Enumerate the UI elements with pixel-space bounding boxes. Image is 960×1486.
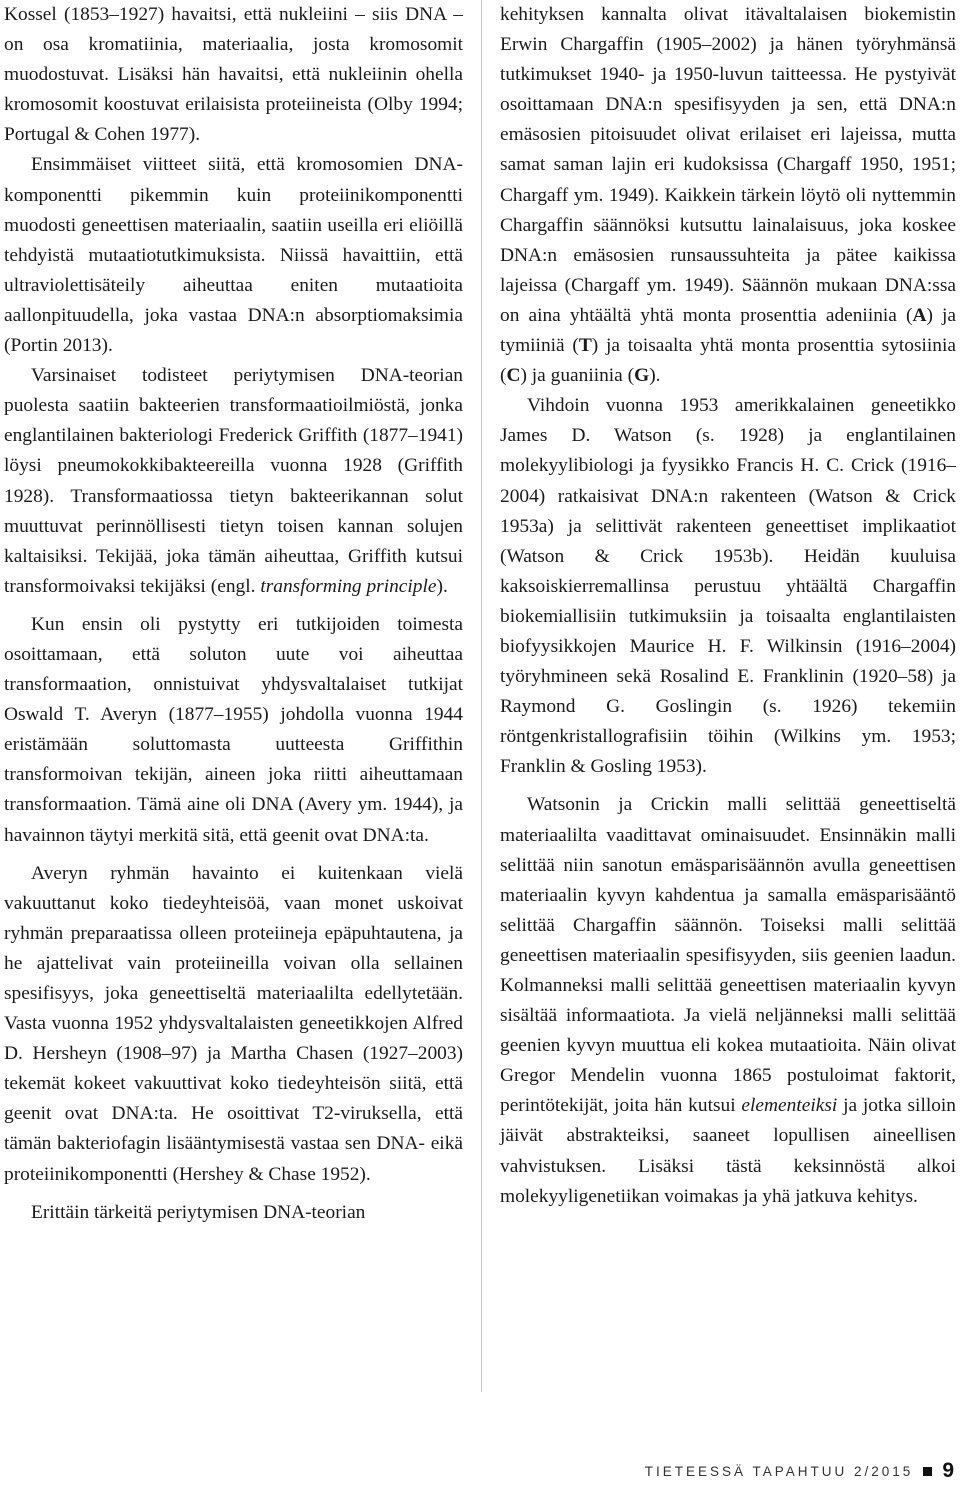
base-letter: A [912, 304, 927, 326]
paragraph-text: ). [649, 365, 661, 387]
paragraph: Kun ensin oli pystytty eri tutkijoiden toimesta osoittamaan, että soluton uute voi aiheuttaa transformaation, onnistuivat yhdysvaltalaiset tutkijat Oswald T. Averyn (1877–1955) johdolla vuonna 1944 eristämään soluttomasta uutteesta Griffithin transformoivan tekijän, aineen joka riitti aiheuttamaan transformaation. Tämä aine oli DNA (Avery ym. 1944), ja havainnon täytyi merkitä sitä, että geenit ovat DNA:ta. [4, 613, 463, 846]
paragraph-text: kehityksen kannalta olivat itävaltalaisen biokemistin Erwin Chargaffin (1905–2002) ja hänen työryhmänsä tutkimukset 1940- ja 1950-luvun taitteessa. He pystyivät osoittamaan DNA:n spesifisyyden ja sen, että DNA:n emäsosien pitoisuudet olivat erilaiset eri lajeissa, mutta samat saman lajin eri kudoksissa (Chargaff 1950, 1951; Chargaff ym. 1949). Kaikkein tärkein löytö oli nyttemmin Chargaffin säännöksi kutsuttu lainalaisuus, joka koskee DNA:n emäsosien runsaussuhteita ja pätee kaikissa lajeissa (Chargaff ym. 1949). Säännön mukaan DNA:ssa on aina yhtäältä yhtä monta prosenttia adeniinia ( [500, 4, 956, 326]
emphasized-term: elementeiksi [741, 1095, 838, 1117]
base-letter: G [634, 365, 650, 387]
square-bullet-icon [923, 1467, 932, 1476]
paragraph [500, 0, 956, 391]
left-text-column [4, 0, 463, 1228]
paragraph: Averyn ryhmän havainto ei kuitenkaan vielä vakuuttanut koko tiedeyhteisöä, vaan monet uskoivat ryhmän preparaatissa olleen proteiineja epäpuhtautena, ja he ajattelivat vain proteiineilla voivan olla sellainen spesifisyys, joka geneettiseltä materiaalilta edellytetään. Vasta vuonna 1952 yhdysvaltalaisten geneetikkojen Alfred D. Hersheyn (1908–97) ja Martha Chasen (1927–2003) tekemät kokeet vakuuttivat koko tiedeyhteisön siitä, että geenit ovat DNA:ta. He osoittivat T2-viruksella, että tämän bakteriofagin lisääntymisestä vastaa sen DNA- eikä proteiinikomponentti (Hershey & Chase 1952). [4, 862, 463, 1185]
journal-name: TIETEESSÄ TAPAHTUU 2/2015 [644, 1463, 914, 1479]
paragraph-text: ) ja tymiiniä ( [500, 304, 956, 357]
right-text-column [500, 0, 956, 1212]
base-letter: C [506, 365, 521, 387]
column-divider [481, 0, 482, 1392]
page-number: 9 [942, 1459, 954, 1482]
paragraph-text: ja jotka silloin jäivät abstrakteiksi, saaneet lopullisen aineellisen vahvistuksen. Lisäksi tästä keksinnöstä alkoi molekyyligenetiikan voimakas ja yhä jatkuva kehitys. [500, 1095, 956, 1207]
base-letter: T [578, 335, 592, 357]
paragraph: Ensimmäiset viitteet siitä, että kromosomien DNA-komponentti pikemmin kuin proteiinikomponentti muodosti geneettisen materiaalin, saatiin useilla eri eliöillä tehdyistä mutaatiotutkimuksista. Niissä havaittiin, että ultraviolettisäteily aiheuttaa eniten mutaatioita aallonpituudella, joka vastaa DNA:n absorptiomaksimia (Portin 2013). [4, 154, 463, 357]
paragraph-text: ) ja toisaalta yhtä monta prosenttia sytosiinia ( [500, 335, 956, 387]
paragraph: Erittäin tärkeitä periytymisen DNA-teorian [31, 1201, 366, 1223]
paragraph-text: ) ja guaniinia ( [520, 365, 635, 387]
page-footer [645, 1456, 954, 1486]
paragraph-text: Watsonin ja Crickin malli selittää geneettiseltä materiaalilta vaadittavat ominaisuudet. Ensinnäkin malli selittää niin sanotun emäsparisäännön avulla geneettisen materiaalin kyvyn kahdentua ja samalla emäsparisääntö selittää Chargaffin säännön. Toiseksi malli selittää geneettisen materiaalin spesifisyyden, siis geenien laadun. Kolmanneksi malli selittää geneettisen materiaalin kyvyn sisältää informaatiota. Ja vielä neljänneksi malli selittää geenien kyvyn muuttua eli kokea mutaatioita. Näin olivat Gregor Mendelin vuonna 1865 postuloimat faktorit, perintötekijät, joita hän kutsui [500, 794, 956, 1117]
paragraph: Vihdoin vuonna 1953 amerikkalainen geneetikko James D. Watson (s. 1928) ja englantilainen molekyylibiologi ja fyysikko Francis H. C. Crick (1916–2004) ratkaisivat DNA:n rakenteen (Watson & Crick 1953a) ja selittivät rakenteen geneettiset implikaatiot (Watson & Crick 1953b). Heidän kuuluisa kaksoiskierremallinsa perustuu yhtäältä Chargaffin biokemiallisiin tutkimuksiin ja toisaalta englantilaisten biofyysikkojen Maurice H. F. Wilkinsin (1916–2004) työryhmineen sekä Rosalind E. Franklinin (1920–58) ja Raymond G. Goslingin (s. 1926) tekemiin röntgenkristallografisiin töihin (Wilkins ym. 1953; Franklin & Gosling 1953). [500, 395, 956, 778]
paragraph: Kossel (1853–1927) havaitsi, että nukleiini – siis DNA – on osa kromatiinia, materiaalia, josta kromosomit muodostuvat. Lisäksi hän havaitsi, että nukleiinin ohella kromosomit koostuvat erilaisista proteiineista (Olby 1994; Portugal & Cohen 1977). [4, 4, 463, 146]
emphasized-term: transforming principle [260, 575, 437, 597]
paragraph-text: Varsinaiset todisteet periytymisen DNA-teorian puolesta saatiin bakteerien transformaatioilmiöstä, jonka englantilainen bakteriologi Frederick Griffith (1877–1941) löysi pneumokokkibakteereilla vuonna 1928 (Griffith 1928). Transformaatiossa tietyn bakteerikannan solut muuttuvat perinnöllisesti tietyn toisen kannan solujen kaltaisiksi. Tekijää, joka tämän aiheuttaa, Griffith kutsui transformoivaksi tekijäksi (engl. [4, 365, 463, 597]
paragraph [500, 790, 956, 1211]
paragraph [4, 361, 463, 602]
paragraph-text: ). [436, 575, 448, 597]
